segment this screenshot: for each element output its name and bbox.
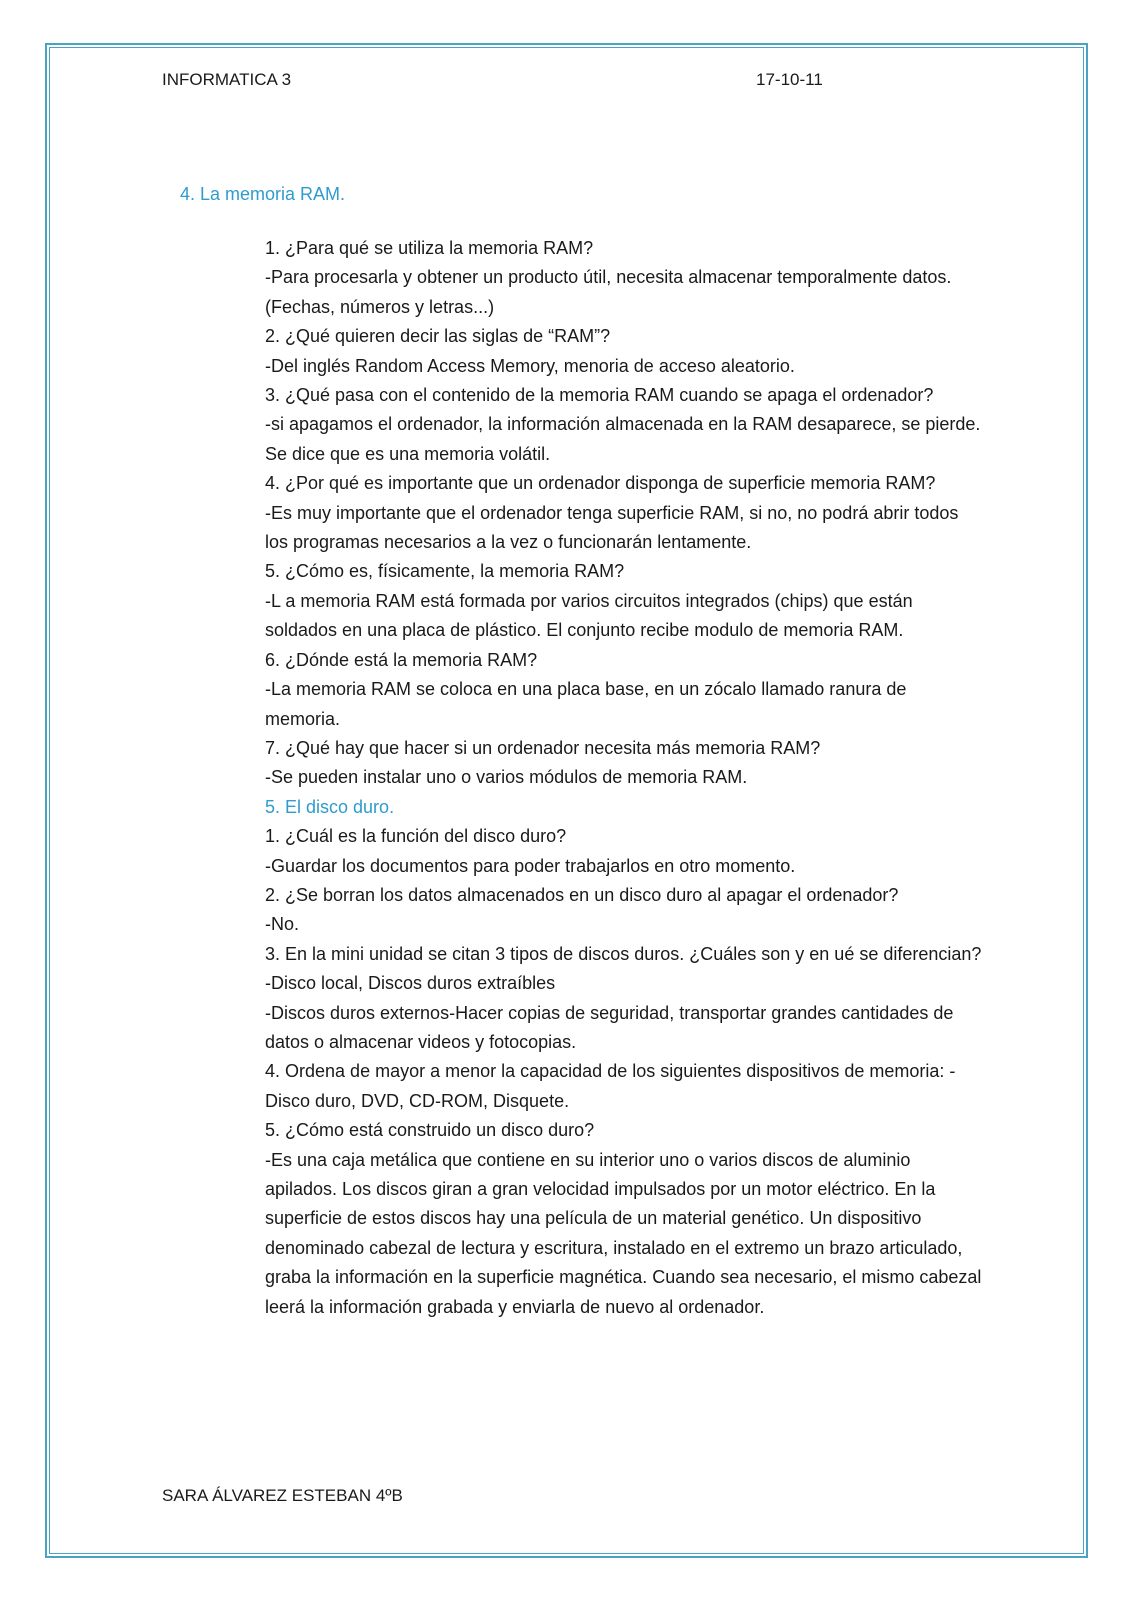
disk-q4: 4. Ordena de mayor a menor la capacidad de los siguientes dispositivos de memoria: -Disco duro, DVD, CD-ROM, Disquete. [265,1061,956,1111]
ram-q5: 5. ¿Cómo es, físicamente, la memoria RAM? [265,561,625,582]
section-title-disk: 5. El disco duro. [265,796,395,817]
ram-a5: -L a memoria RAM está formada por varios circuitos integrados (chips) que están soldados en una placa de plástico. El conjunto recibe modulo de memoria RAM. [265,590,913,641]
disk-a3-line2: -Discos duros externos-Hacer copias de seguridad, transportar grandes cantidades de datos o almacenar videos y fotocopias. [265,1002,954,1052]
section-title-ram: 4. La memoria RAM. [180,184,346,204]
disk-q2: 2. ¿Se borran los datos almacenados en un disco duro al apagar el ordenador? [265,884,899,905]
footer-author: SARA ÁLVAREZ ESTEBAN 4ºB [162,1486,403,1505]
ram-q2: 2. ¿Qué quieren decir las siglas de “RAM”? [265,326,611,347]
ram-q1: 1. ¿Para qué se utiliza la memoria RAM? [265,238,594,258]
ram-a4: -Es muy importante que el ordenador tenga superficie RAM, si no, no podrá abrir todos los programas necesarios a la vez o funcionarán lentamente. [265,502,959,553]
ram-q4: 4. ¿Por qué es importante que un ordenador disponga de superficie memoria RAM? [265,473,936,494]
disk-q1: 1. ¿Cuál es la función del disco duro? [265,826,567,847]
ram-a1: -Para procesarla y obtener un producto útil, necesita almacenar temporalmente datos. (Fechas, números y letras...) [265,267,952,317]
disk-q3: 3. En la mini unidad se citan 3 tipos de discos duros. ¿Cuáles son y en ué se diferencian? [265,943,982,964]
header-date: 17-10-11 [756,70,823,89]
ram-q7: 7. ¿Qué hay que hacer si un ordenador necesita más memoria RAM? [265,737,821,758]
ram-a3: -si apagamos el ordenador, la información almacenada en la RAM desaparece, se pierde. Se dice que es una memoria volátil. [265,414,981,464]
ram-q6: 6. ¿Dónde está la memoria RAM? [265,649,538,670]
ram-a7: -Se pueden instalar uno o varios módulos de memoria RAM. [265,767,748,788]
ram-a6: -La memoria RAM se coloca en una placa base, en un zócalo llamado ranura de memoria. [265,679,907,729]
ram-q3: 3. ¿Qué pasa con el contenido de la memoria RAM cuando se apaga el ordenador? [265,385,934,406]
document-body [265,234,985,1322]
disk-a1: -Guardar los documentos para poder trabajarlos en otro momento. [265,855,796,876]
ram-a2: -Del inglés Random Access Memory, menoria de acceso aleatorio. [265,355,795,376]
disk-a2: -No. [265,914,300,935]
disk-a3-line1: -Disco local, Discos duros extraíbles [265,973,556,994]
header-course: INFORMATICA 3 [162,70,292,89]
disk-a5: -Es una caja metálica que contiene en su interior uno o varios discos de aluminio apilados. Los discos giran a gran velocidad impulsados por un motor eléctrico. En la superficie de estos discos hay una película de un material genético. Un dispositivo denominado cabezal de lectura y escritura, instalado en el extremo un brazo articulado, graba la información en la superficie magnética. Cuando sea necesario, el mismo cabezal leerá la información grabada y enviarla de nuevo al ordenador. [265,1149,982,1317]
disk-q5: 5. ¿Cómo está construido un disco duro? [265,1120,595,1141]
